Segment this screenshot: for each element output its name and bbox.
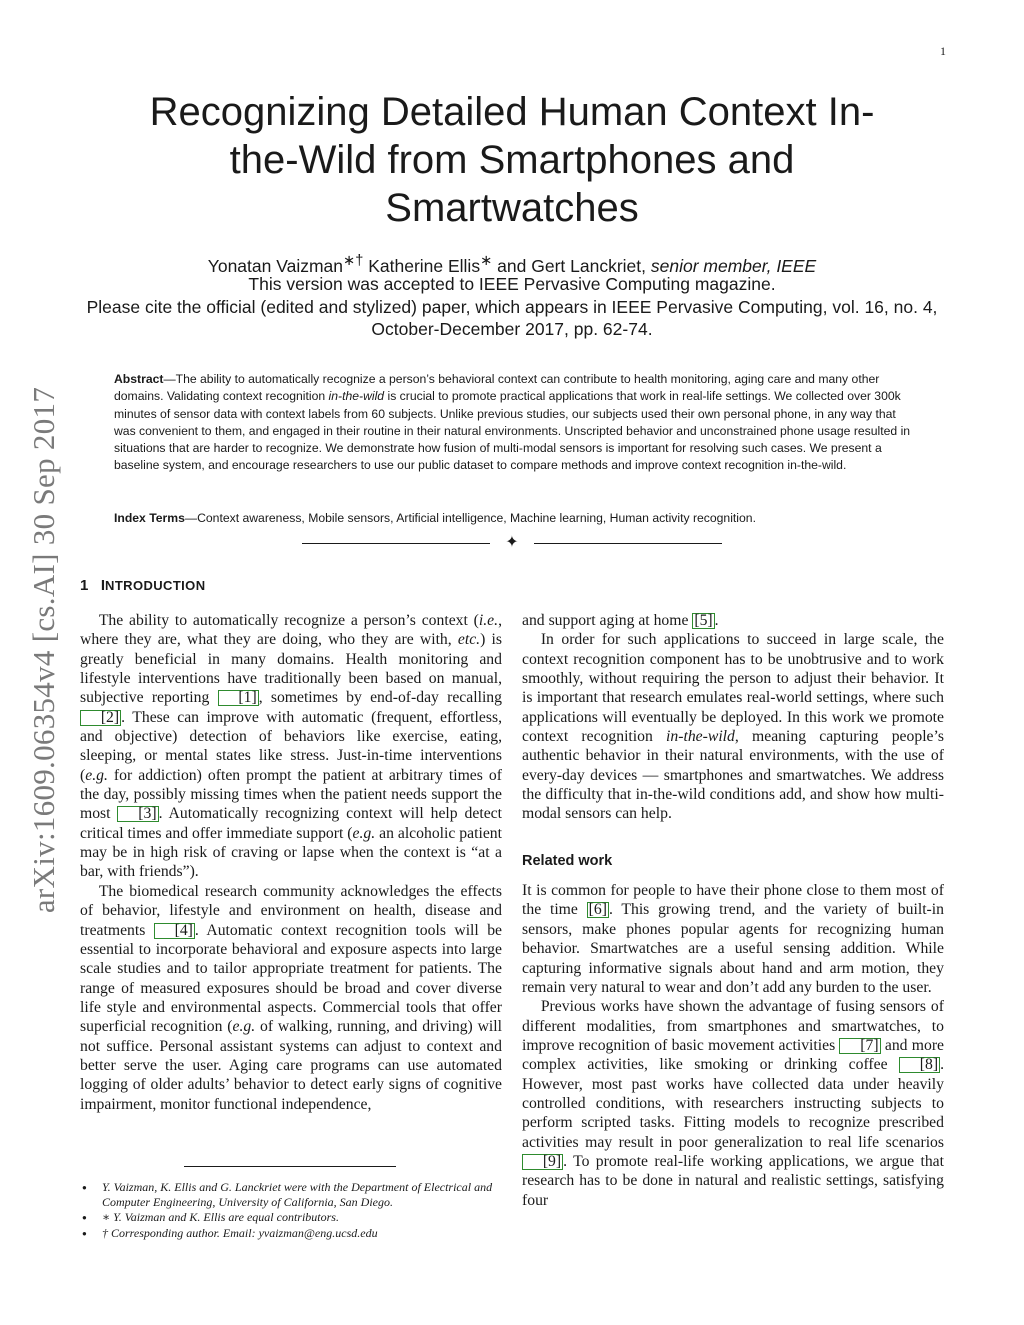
arxiv-stamp	[0, 0, 60, 1325]
author-vaizman-marks: ∗†	[343, 253, 364, 269]
abstract	[114, 371, 914, 475]
citation-link[interactable]: [3]	[117, 806, 158, 822]
footnote-item: ● ∗ Y. Vaizman and K. Ellis are equal contributors.	[80, 1210, 505, 1225]
footnote-item: ● Y. Vaizman, K. Ellis and G. Lanckriet were with the Department of Electrical and Computer Engineering, University of California, San Diego.	[80, 1180, 505, 1210]
text: Previous works have shown the advantage of fusing sensors of different modalities, from smartphones and smartwatches, to improve recognition of basic movement activities	[522, 998, 944, 1054]
author-ellis-marks: ∗	[480, 253, 493, 269]
paragraph	[80, 611, 502, 882]
footnotes	[80, 1180, 505, 1241]
right-column	[522, 611, 944, 1210]
text: , where they are, what they are doing, who they are with,	[80, 612, 502, 649]
citation-link[interactable]: [9]	[522, 1154, 563, 1170]
abstract-text: —The ability to automatically recognize a person’s behavioral context can contribute to health monitoring, aging care and many other domains. Validating context recognition	[114, 372, 880, 404]
subsection-heading: Related work	[522, 852, 613, 869]
divider-rule-right	[534, 543, 722, 544]
text: for addiction) often prompt the patient at arbitrary times of the day, possibly missing times when the patient needs support the most	[80, 766, 502, 823]
text: an alcoholic patient may be in high risk of craving or lapse when the context is “at a bar, with friends”).	[80, 824, 502, 881]
citation-link[interactable]: [2]	[80, 710, 121, 726]
paragraph	[522, 611, 944, 630]
text: e.g.	[352, 824, 376, 842]
text: The biomedical research community acknowledges the effects of behavior, lifestyle and environment on health, disease and treatments	[80, 882, 502, 939]
citation-link[interactable]: [5]	[694, 612, 713, 629]
author-role: senior member, IEEE	[650, 255, 817, 276]
text: e.g.	[232, 1018, 256, 1036]
index-terms-text: —Context awareness, Mobile sensors, Artificial intelligence, Machine learning, Human activity recognition.	[184, 511, 756, 525]
text: It is common for people to have their phone close to them most of the time	[522, 882, 944, 919]
citation-link[interactable]: [6]	[588, 901, 607, 919]
text: . This growing trend, and the variety of built-in sensors, make phones popular agents for recognizing human behavior. Smartwatches are a useful sensing addition. While capturing informative signals about hand and arm motion, they remain very natural to wear and don’t add any burden to the user.	[522, 901, 944, 996]
text: , meaning capturing people’s authentic behavior in their natural environments, with the use of every-day devices — smartphones and smartwatches. We address the difficulty that in-the-wild conditions add, and show how multi-modal sensors can help.	[522, 728, 944, 823]
text: . Automatically recognizing context will help detect critical times and offer immediate support (	[80, 805, 502, 842]
citation-link[interactable]: [7]	[839, 1038, 880, 1054]
text: e.g.	[85, 766, 108, 784]
paragraph	[80, 882, 502, 1114]
arxiv-stamp-text: arXiv:1609.06354v4 [cs.AI] 30 Sep 2017	[26, 386, 61, 914]
author-ellis: Katherine Ellis	[363, 255, 481, 276]
text: . However, most past works have collected data under heavily controlled conditions, with researchers instructing subjects to perform scripted tasks. Fitting models to recognize prescribed activities may result in poor generalization to real life scenarios	[522, 1056, 944, 1151]
index-terms-label: Index Terms	[114, 511, 185, 525]
text: etc.	[457, 631, 481, 649]
text: , sometimes by end-of-day recalling	[258, 689, 502, 707]
text: ) is greatly beneficial in many domains. Health monitoring and lifestyle interventions have traditionally been based on manual, subjective reporting	[80, 631, 502, 707]
index-terms	[114, 510, 914, 527]
text: and support aging at home	[522, 612, 693, 629]
abstract-text: is crucial to promote practical applications that work in real-life settings. We collected over 300k minutes of sensor data with context labels from 60 subjects. Unlike previous studies, our subjects used their own personal phone, in any way that was convenient to them, and engaged in their routine in their natural environments. Unscripted behavior and unconstrained phone usage resulted in situations that are harder to recognize. We demonstrate how fusion of multi-modal sensors is important for resolving such cases. We present a baseline system, and encourage researchers to use our public dataset to compare methods and improve context recognition in-the-wild.	[114, 389, 911, 473]
text: . To promote real-life working applications, we argue that research has to be done in natural and realistic settings, satisfying four	[522, 1152, 944, 1209]
citation-note: Please cite the official (edited and stylized) paper, which appears in IEEE Pervasive Computing, vol. 16, no. 4, October-December 2017, pp. 62-74.	[86, 297, 938, 339]
paragraph	[522, 997, 944, 1210]
text: . Automatic context recognition tools will be essential to incorporate behavioral and exposure aspects into large scale studies and to tailor appropriate treatment for patients. The range of measured exposures should be broad and cover diverse life style and environmental aspects. Commercial tools that offer superficial recognition (	[80, 921, 502, 1036]
footnote-item: ● † Corresponding author. Email: yvaizman@eng.ucsd.edu	[80, 1226, 505, 1241]
author-lanckriet: and Gert Lanckriet,	[492, 255, 651, 276]
text: . These can improve with automatic (frequent, effortless, and objective) detection of behaviors like exercise, eating, sleeping, or mental states like stress. Just-in-time interventions (	[80, 708, 502, 784]
text: of walking, running, and driving) will not suffice. Personal assistant systems can adjust to context and better serve the user. Aging care programs can use automated logging of older adults’ behavior to detect early signs of cognitive impairment, monitor functional independence,	[80, 1018, 502, 1113]
footnote-rule	[184, 1166, 396, 1167]
left-column	[80, 611, 502, 1114]
text: .	[714, 612, 719, 629]
version-note: This version was accepted to IEEE Pervasive Computing magazine.	[248, 274, 776, 294]
citation-link[interactable]: [4]	[154, 923, 195, 939]
citation-link[interactable]: [1]	[218, 690, 259, 706]
section-number: 1	[80, 577, 89, 594]
author-vaizman: Yonatan Vaizman	[207, 255, 344, 276]
divider-star-icon: ✦	[505, 534, 519, 551]
text: The ability to automatically recognize a person’s context (	[98, 612, 479, 629]
section-divider	[302, 535, 722, 551]
abstract-emphasis: in-the-wild	[328, 389, 385, 404]
text: and more complex activities, like smoking or drinking coffee	[522, 1036, 945, 1074]
abstract-label: Abstract	[114, 372, 164, 386]
paragraph	[522, 630, 944, 823]
divider-rule-left	[302, 543, 490, 544]
page-number: 1	[940, 44, 946, 58]
section-title-rest: NTRODUCTION	[105, 578, 206, 593]
paper-title: Recognizing Detailed Human Context In-the-Wild from Smartphones and Smartwatches	[149, 90, 875, 230]
section-title-initial: I	[100, 577, 106, 594]
paragraph	[522, 881, 944, 997]
text: in-the-wild	[666, 728, 735, 746]
text: i.e.	[478, 612, 499, 629]
citation-link[interactable]: [8]	[899, 1057, 940, 1073]
text: In order for such applications to succeed in large scale, the context recognition component has to be unobtrusive and to work smoothly, without requiring the person to adjust their behavior. It is important that research emulates real-world settings, where such applications will eventually be deployed. In this work we promote context recognition	[522, 631, 944, 746]
section-heading	[80, 577, 205, 594]
